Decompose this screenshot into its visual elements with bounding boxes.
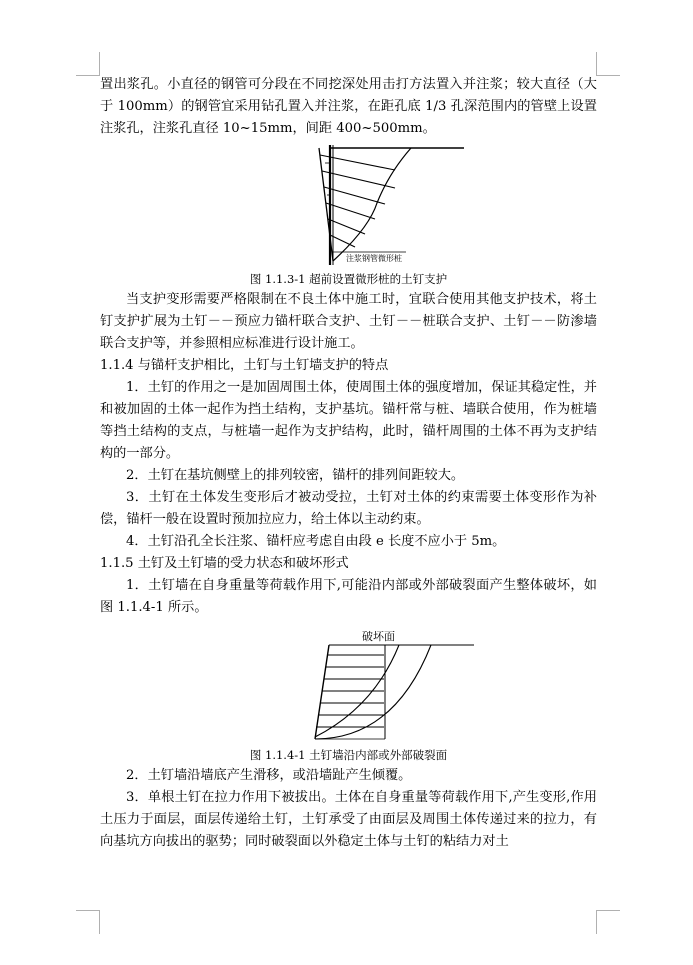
list-item: 3．单根土钉在拉力作用下被拔出。土体在自身重量等荷载作用下,产生变形,作用土压力于面层，面层传递给土钉，土钉承受了由面层及周围土体传递过来的拉力，有向基坑方向拔出的驱势；同时破裂面以外稳定土体与土钉的粘结力对土 — [100, 790, 597, 849]
list-item: 1．土钉墙在自身重量等荷载作用下,可能沿内部或外部破裂面产生整体破坏，如图 1.1.4-1 所示。 — [100, 578, 597, 615]
list-item: 1．土钉的作用之一是加固周围土体，使周围土体的强度增加，保证其稳定性，并和被加固的土体一起作为挡土结构，支护基坑。锚杆常与桩、墙联合使用，作为桩墙等挡土结构的支点，与桩墙一起作为支护结构，此时，锚杆周围的土体不再为支护结构的一部分。 — [100, 380, 597, 461]
crop-mark-top-right — [596, 52, 597, 76]
figure2-caption: 图 1.1.4-1 土钉墙沿内部或外部破裂面 — [249, 748, 448, 762]
figure1-caption: 图 1.1.3-1 超前设置微形桩的土钉支护 — [249, 272, 448, 286]
crop-mark-bottom-left — [99, 910, 100, 934]
crop-mark-top-right-h — [596, 75, 620, 76]
crop-mark-top-left — [99, 52, 100, 76]
section-heading-1-1-4: 1.1.4 与锚杆支护相比，土钉与土钉墙支护的特点 — [100, 358, 389, 373]
document-body — [100, 74, 597, 853]
list-item: 4．土钉沿孔全长注浆、锚杆应考虑自由段 e 长度不应小于 5m。 — [126, 534, 506, 549]
figure1-label: 注浆钢管微形桩 — [345, 254, 402, 263]
crop-mark-bottom-right — [596, 910, 597, 934]
list-item: 2．土钉墙沿墙底产生滑移，或沿墙趾产生倾覆。 — [126, 768, 412, 783]
paragraph-after-figure1: 当支护变形需要严格限制在不良土体中施工时，宜联合使用其他支护技术，将土钉支护扩展为土钉－－预应力锚杆联合支护、土钉－－桩联合支护、土钉－－防渗墙联合支护等，并参照相应标准进行设计施工。 — [100, 292, 597, 351]
figure-soil-nail-wall-failure — [199, 627, 499, 745]
section-heading-1-1-5: 1.1.5 土钉及土钉墙的受力状态和破坏形式 — [100, 556, 349, 571]
figure2-label: 破坏面 — [361, 630, 395, 643]
crop-mark-top-left-h — [76, 75, 100, 76]
figure-soil-nail-micropile — [199, 143, 499, 269]
crop-mark-bottom-left-h — [76, 910, 100, 911]
list-item: 2．土钉在基坑侧壁上的排列较密，锚杆的排列间距较大。 — [126, 468, 465, 483]
list-item: 3．土钉在土体发生变形后才被动受拉，土钉对土体的约束需要土体变形作为补偿，锚杆一般在设置时预加拉应力，给土体以主动约束。 — [100, 490, 597, 527]
paragraph-top: 置出浆孔。小直径的钢管可分段在不同挖深处用击打方法置入并注浆；较大直径（大于 100mm）的钢管宜采用钻孔置入并注浆，在距孔底 1/3 孔深范围内的管壁上设置注浆孔，注浆孔直径 10~15mm，间距 400~500mm。 — [100, 77, 597, 136]
crop-mark-bottom-right-h — [596, 910, 620, 911]
